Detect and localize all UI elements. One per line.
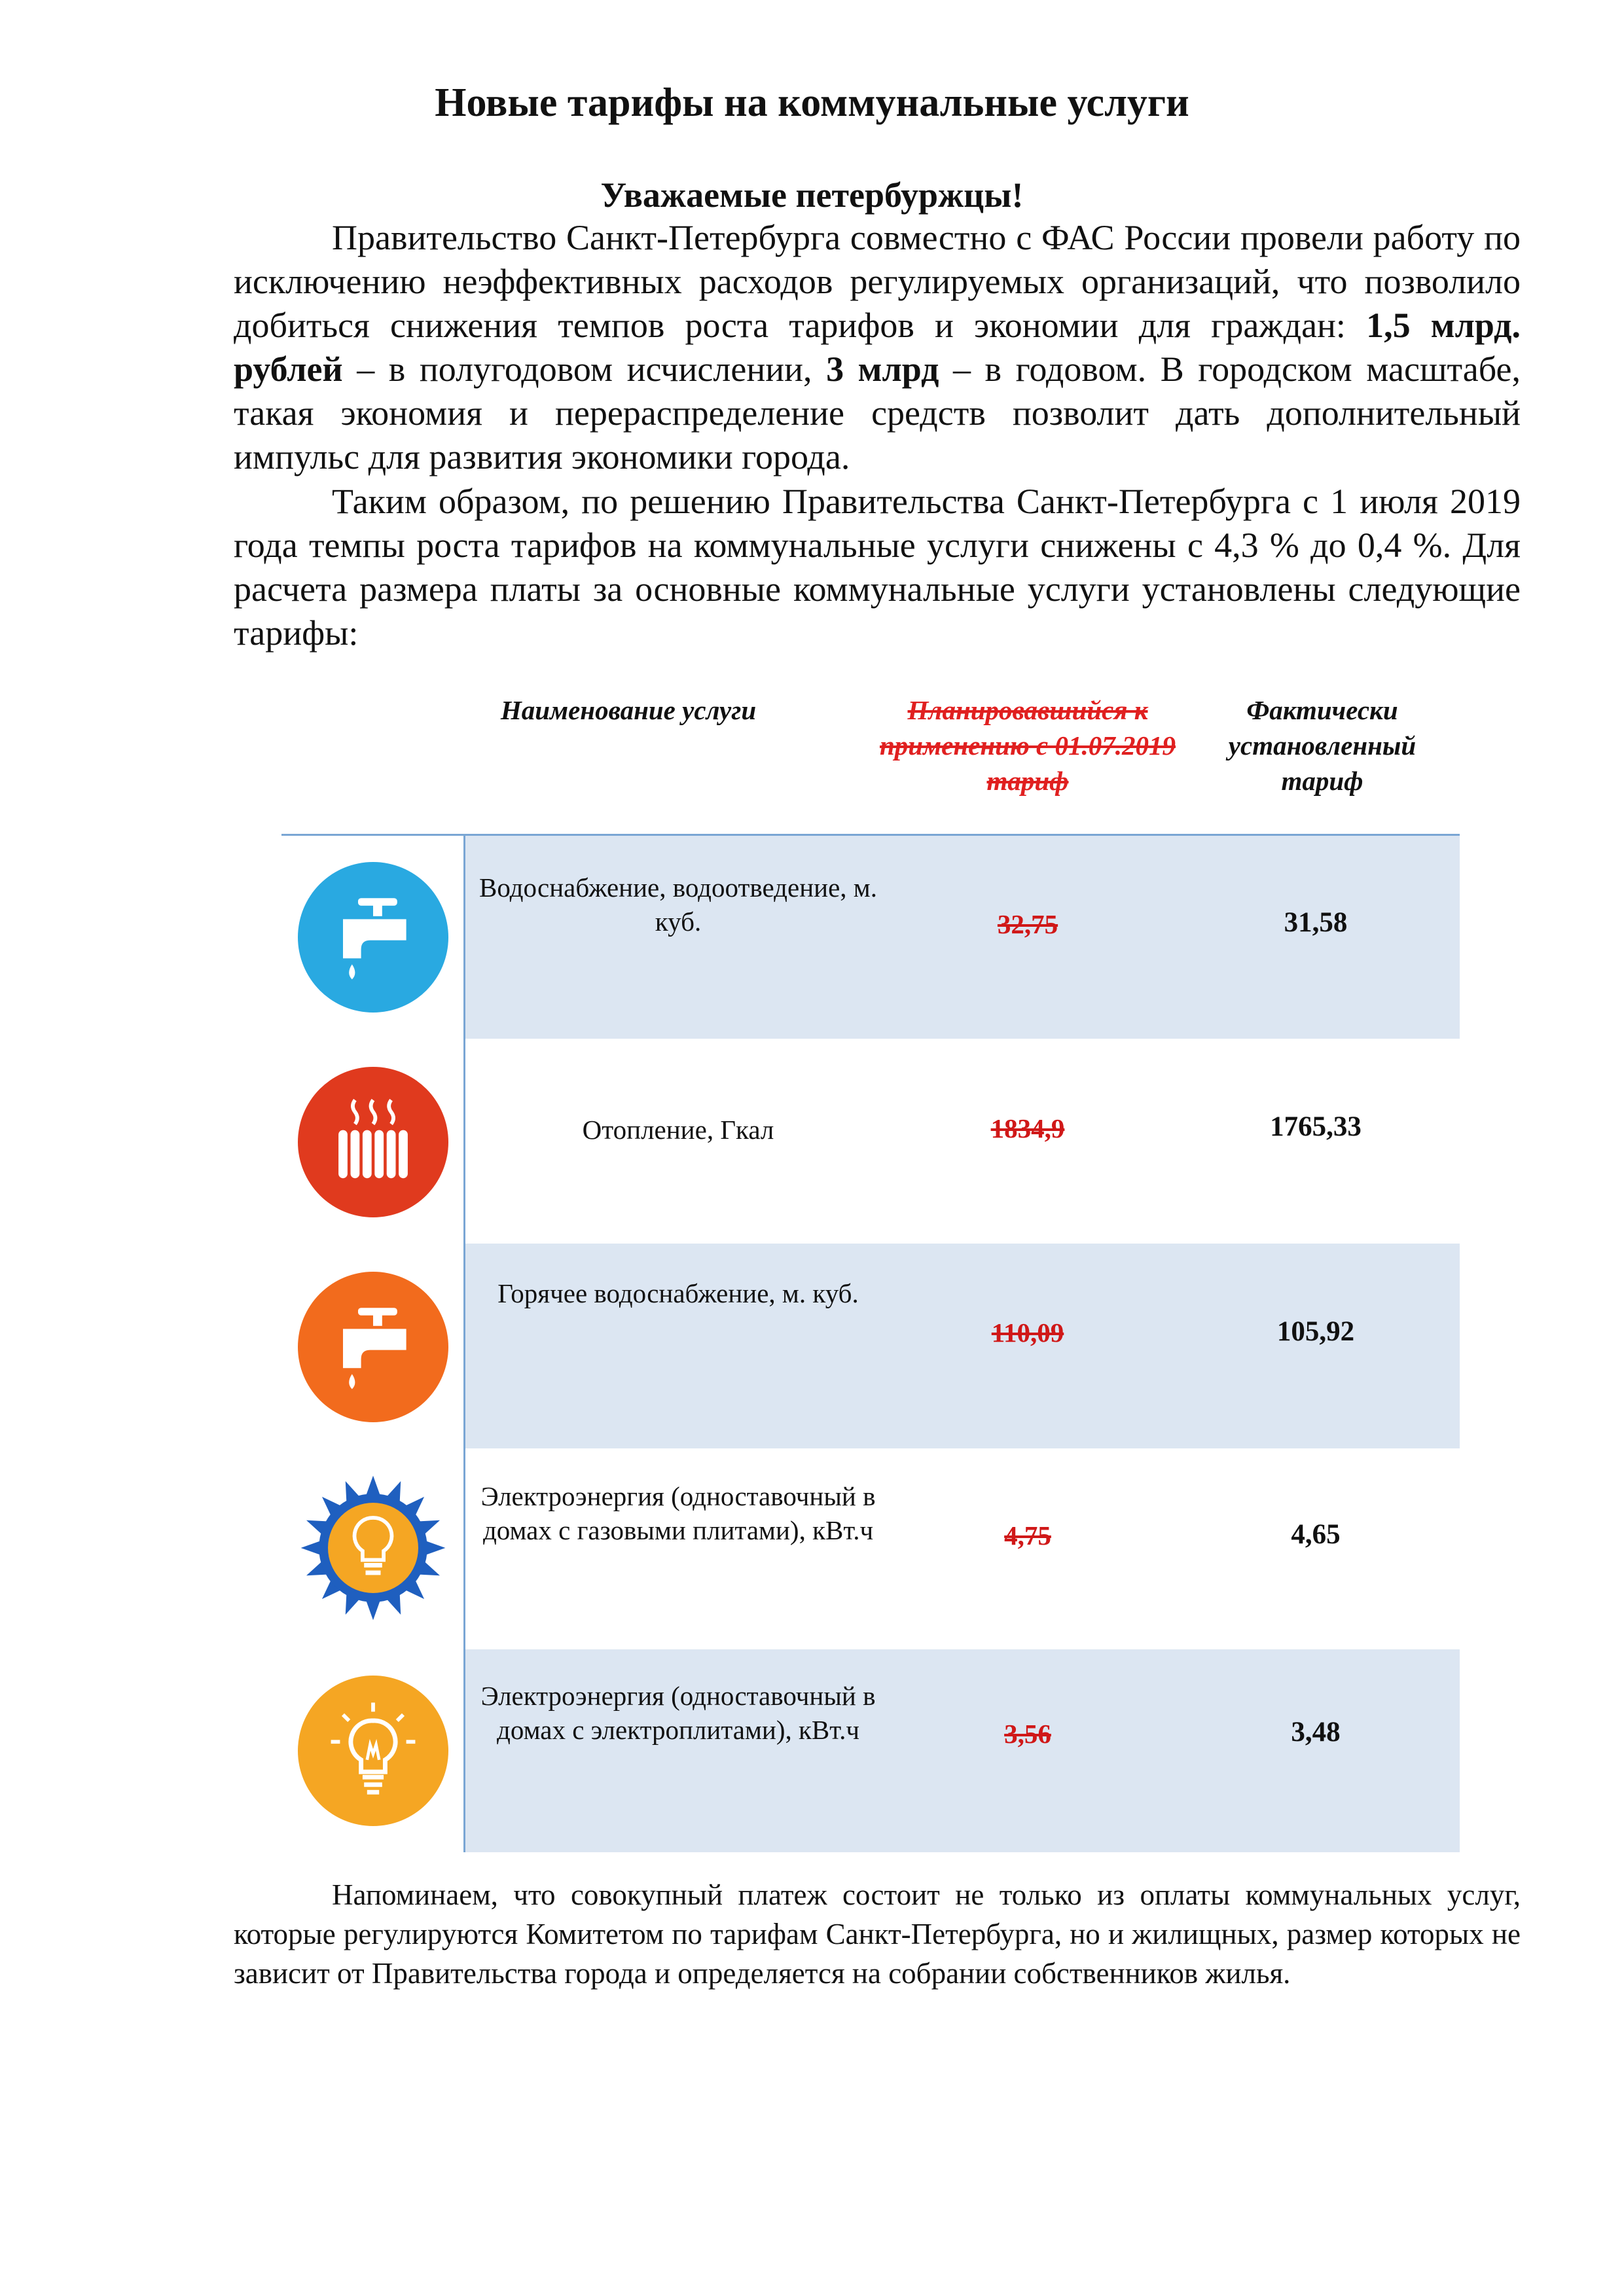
row-1-service-name: Водоснабжение, водоотведение, м. куб. [478,872,878,937]
radiator-icon [298,1067,448,1217]
intro-text-1: Правительство Санкт-Петербурга совместно с ФАС России провели работу по исключению неэффективных расходов регулируемых организаций, что позволило добиться снижения темпов роста тарифов и экономии для граждан: [234,218,1521,345]
row-3-actual-tariff: 105,92 [1276,1316,1355,1347]
row-2-planned-value: 1834,9 [990,1113,1065,1143]
row-5-service-name: Электроэнергия (одноставочный в домах с электроплитами), кВт.ч [480,1681,876,1745]
row-5-actual-tariff: 3,48 [1291,1717,1341,1748]
row-4-planned-value: 4,75 [1004,1520,1051,1551]
intro-paragraph [234,216,1521,479]
row-3-planned-value: 110,09 [991,1318,1064,1348]
hot-water-tap-icon [298,1272,448,1422]
intro-bold-2: 3 млрд [826,350,939,389]
light-bulb-icon [298,1676,448,1826]
row-2-service-name: Отопление, Гкал [582,1115,774,1145]
row-5-planned-tariff [916,1718,1139,1749]
row-1-actual-tariff: 31,58 [1284,907,1348,938]
header-planned-tariff: Планировавшийся к применению с 01.07.2019 тариф [879,695,1176,796]
intro-bold-1: 1,5 млрд. рублей [234,306,1521,389]
header-service-name: Наименование услуги [500,695,757,725]
row-1-planned-tariff [916,908,1139,940]
row-4-planned-tariff [916,1520,1139,1551]
page-title: Новые тарифы на коммунальные услуги [435,81,1189,125]
row-2-actual-tariff: 1765,33 [1270,1111,1362,1142]
row-3-service-name: Горячее водоснабжение, м. куб. [497,1278,859,1308]
header-actual-tariff: Фактически установленный тариф [1228,695,1416,796]
row-5-planned-value: 3,56 [1004,1719,1051,1749]
greeting: Уважаемые петербуржцы! [600,175,1024,215]
gas-flame-bulb-icon [298,1473,448,1623]
decision-paragraph: Таким образом, по решению Правительства Санкт-Петербурга с 1 июля 2019 года темпы роста тарифов на коммунальные услуги снижены с 4,3 % до 0,4 %. Для расчета размера платы за основные коммунальные услуги установлены следующие тарифы: [234,482,1521,653]
reminder-paragraph: Напоминаем, что совокупный платеж состоит не только из оплаты коммунальных услуг, которые регулируются Комитетом по тарифам Санкт-Петербурга, но и жилищных, размер которых не зависит от Правительства города и определяется на собрании собственников жилья. [234,1878,1521,1990]
row-4-service-name: Электроэнергия (одноставочный в домах с газовыми плитами), кВт.ч [480,1481,876,1545]
intro-text-3: – в годовом. В городском масштабе, такая экономия и перераспределение средств позволит дать дополнительный импульс для развития экономики города. [234,350,1521,476]
row-4-actual-tariff: 4,65 [1291,1519,1341,1550]
intro-text-2: – в полугодовом исчислении, [342,350,827,389]
water-tap-icon [298,862,448,1013]
row-2-planned-tariff [916,1113,1139,1144]
row-1-planned-value: 32,75 [997,909,1058,939]
row-3-planned-tariff [916,1317,1139,1348]
